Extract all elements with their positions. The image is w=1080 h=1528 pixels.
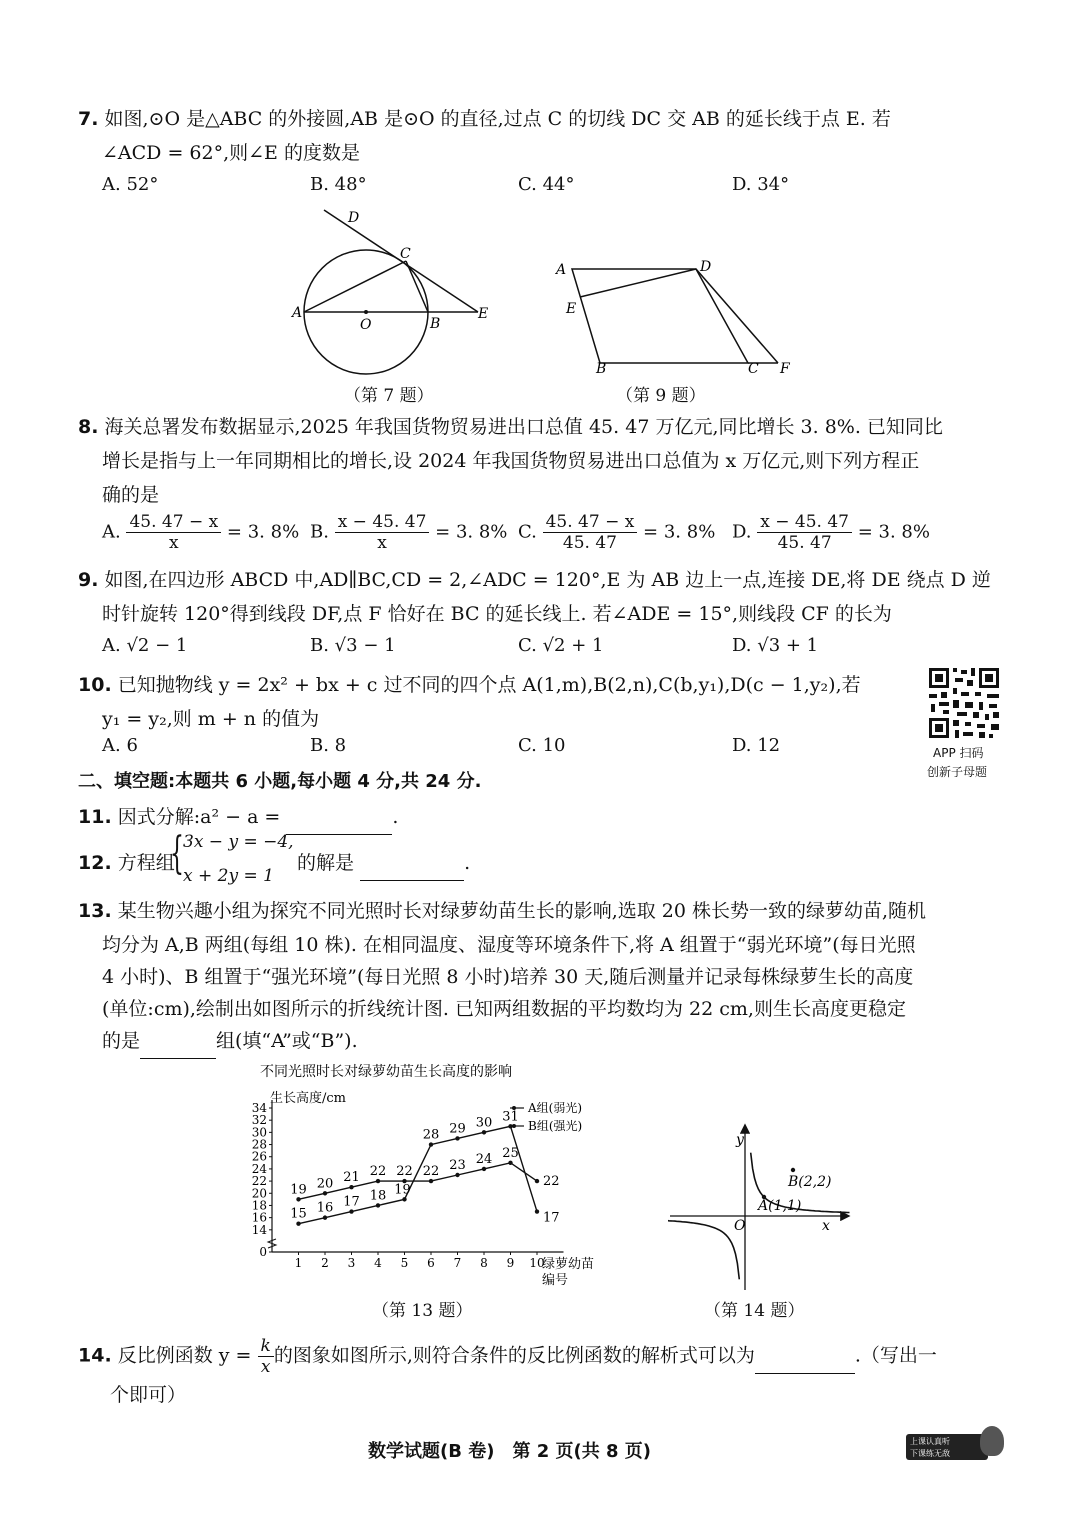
q9-line1 [78,563,991,597]
chart-data-label: 28 [422,1127,440,1143]
q14-fraction-denominator: x [260,1357,271,1377]
q10-option-c: C. 10 [518,735,566,756]
q9-number: 9. [78,569,99,591]
q13-text-3: 4 小时)、B 组置于“强光环境”(每日光照 8 小时)培养 30 天,随后测量并记录每株绿萝生长的高度 [102,966,914,988]
q12-prefix: 方程组 [117,852,175,874]
chart-point-a [296,1197,300,1201]
q11-answer-blank[interactable] [286,800,392,835]
chart-legend-marker [512,1124,516,1128]
chart-data-label: 22 [543,1174,560,1190]
q12-equation-2: x + 2y = 1 [183,866,274,886]
chart-data-label: 19 [290,1182,307,1198]
chart-y-tick-label: 18 [251,1198,267,1213]
q11-text: 因式分解:a² − a = [117,806,281,828]
q12-suffix: 的解是 [297,852,355,874]
fig9-label-f: F [780,361,790,377]
chart-point-a [482,1167,486,1171]
chart-y-tick-label: 22 [251,1174,267,1189]
chart-series-line-a [299,1163,538,1200]
chart-point-a [349,1185,353,1189]
chart-x-tick-label: 2 [321,1256,329,1270]
q13-text-5b: 组(填“A”或“B”). [216,1030,358,1052]
q11 [78,800,398,835]
fig7-label-e: E [478,306,489,322]
q12-brace: { [170,828,184,879]
chart-x-tick-label: 4 [374,1256,382,1270]
chart-data-label: 19 [394,1182,411,1198]
chart-point-b [535,1209,539,1213]
chart-data-label: 17 [343,1194,360,1210]
q8-option-d-fraction [757,512,852,553]
q8-option-b-letter: B. [310,521,329,543]
qr-caption-2: 创新子母题 [927,765,988,779]
q8-option-d-numerator: x − 45. 47 [757,512,852,533]
q8-number: 8. [78,416,99,438]
q8-option-c [518,512,715,553]
chart-y-tick-label: 34 [251,1101,267,1115]
chart-data-label: 20 [316,1176,334,1192]
q12-equation-1: 3x − y = −4, [183,832,294,852]
q7-number: 7. [78,108,99,130]
fig7-label-o: O [360,317,372,333]
fig14-origin-label: O [734,1218,746,1234]
q7-line1 [78,102,891,136]
q8-option-a [102,512,299,553]
chart-y-tick-label: 20 [251,1186,267,1201]
chart-x-label-line1: 绿萝幼苗 [542,1257,595,1272]
chart-x-tick-label: 7 [453,1256,462,1270]
fig9-label-a: A [556,262,567,278]
fig14-x-label: x [822,1218,830,1234]
q10-line1 [78,668,861,702]
q8-option-b-fraction [335,512,430,553]
q12-number: 12. [78,852,112,874]
chart-y-tick-label: 32 [251,1113,267,1128]
chart-y-tick-label: 24 [251,1161,267,1176]
q10-option-b: B. 8 [310,735,347,756]
chart-data-label: 16 [316,1200,334,1216]
q14-answer-blank[interactable] [755,1339,855,1374]
q9-text-2: 时针旋转 120°得到线段 DF,点 F 恰好在 BC 的延长线上. 若∠ADE = 15°,则线段 CF 的长为 [102,603,892,625]
chart-x-tick-label: 3 [347,1256,356,1270]
figure-q9 [548,255,808,377]
q11-end: . [392,806,399,828]
chart-data-label: 24 [475,1151,493,1167]
q10-number: 10. [78,674,112,696]
fig7-label-a: A [292,305,303,321]
chart-legend-label: A组(弱光) [528,1101,583,1115]
q10-text-2: y₁ = y₂,则 m + n 的值为 [102,708,320,730]
fig9-label-d: D [700,259,712,275]
chart-x-tick-label: 8 [480,1256,488,1270]
chart-title: 不同光照时长对绿萝幼苗生长高度的影响 [260,1064,512,1080]
chart-x-tick-label: 1 [294,1256,303,1270]
fig14-y-label: y [736,1132,744,1148]
qr-caption-1: APP 扫码 [933,746,984,760]
chart-data-label: 29 [449,1121,466,1137]
chart-x-tick-label: 6 [427,1256,435,1270]
fig9-label-c: C [748,361,759,377]
q8-option-a-letter: A. [102,521,121,543]
q14-prefix: 反比例函数 y = [117,1344,252,1367]
fig14-point-b: B(2,2) [788,1174,832,1190]
chart-y-tick-label: 16 [251,1210,267,1225]
chart-x-label-line2: 编号 [542,1273,569,1288]
q8-option-a-denominator: x [169,533,179,553]
q9-text-1: 如图,在四边形 ABCD 中,AD∥BC,CD = 2,∠ADC = 120°,E 为 AB 边上一点,连接 DE,将 DE 绕点 D 逆 [104,569,991,591]
q8-option-b [310,512,507,553]
chart-point-a [508,1161,512,1165]
q13-number: 13. [78,900,112,922]
figure-q14 [668,1120,858,1292]
mascot-icon [980,1426,1004,1456]
q8-text-1: 海关总署发布数据显示,2025 年我国货物贸易进出口总值 45. 47 万亿元,同比增长 3. 8%. 已知同比 [104,416,943,438]
q13-line1 [78,894,926,928]
chart-data-label: 31 [502,1109,519,1125]
q7-option-d: D. 34° [732,174,790,195]
brand-badge-line1: 上课认真听 [910,1437,950,1446]
q8-option-c-denominator: 45. 47 [562,533,617,553]
q8-option-d-rhs: = 3. 8% [857,521,930,543]
chart-point-b [402,1197,406,1201]
fig9-label-e: E [566,301,577,317]
chart-data-label: 22 [369,1164,387,1180]
fig7-label-d: D [348,210,360,226]
q9-caption: （第 9 题） [616,386,706,406]
fig14-point-a: A(1,1) [758,1198,802,1214]
q12-end: . [464,852,471,874]
chart-point-b [296,1222,300,1226]
chart-point-a [535,1179,539,1183]
q13-text-5 [102,1024,358,1059]
q8-option-d-letter: D. [732,521,752,543]
q14-fraction [258,1336,274,1377]
q8-option-d-denominator: 45. 47 [777,533,832,553]
chart-point-b [376,1203,380,1207]
q8-text-3: 确的是 [102,484,160,506]
q8-option-a-numerator: 45. 47 − x [126,512,221,533]
chart-data-label: 22 [422,1164,440,1180]
q13-text-2: 均分为 A,B 两组(每组 10 株). 在相同温度、湿度等环境条件下,将 A 组置于“弱光环境”(每日光照 [102,934,916,956]
chart-data-label: 18 [369,1188,387,1204]
fig7-label-b: B [430,316,441,332]
q8-option-c-rhs: = 3. 8% [643,521,716,543]
q9-option-a: A. √2 − 1 [102,635,188,656]
q10-option-d: D. 12 [732,735,781,756]
q7-option-b: B. 48° [310,174,367,195]
q9-option-c: C. √2 + 1 [518,635,604,656]
chart-data-label: 17 [543,1210,560,1226]
q14-end: .（写出一 [854,1344,937,1367]
qr-code-icon[interactable] [927,666,1001,740]
chart-point-b [455,1136,459,1140]
q13-caption: （第 13 题） [372,1301,473,1321]
chart-data-label: 30 [475,1115,493,1131]
q14-text-2: 个即可） [110,1384,187,1406]
chart-axis-break [268,1239,276,1248]
chart-data-label: 23 [449,1158,466,1173]
q14-number: 14. [78,1344,112,1367]
q7-option-a: A. 52° [102,174,159,195]
chart-x-tick-label: 10 [529,1256,545,1270]
brand-badge-line2: 下课练无敌 [910,1449,950,1458]
q8-option-c-numerator: 45. 47 − x [543,512,638,533]
chart-point-a [376,1179,380,1183]
q8-option-b-numerator: x − 45. 47 [335,512,430,533]
chart-point-b [482,1130,486,1134]
section-2-heading: 二、填空题:本题共 6 小题,每小题 4 分,共 24 分. [78,771,482,792]
chart-y-tick-label: 30 [251,1125,267,1140]
q8-option-c-letter: C. [518,521,537,543]
chart-point-b [323,1215,327,1219]
q8-option-b-denominator: x [377,533,387,553]
q14-fraction-numerator: k [258,1336,274,1357]
brand-badge [906,1434,988,1460]
chart-point-a [323,1191,327,1195]
chart-y-tick-label: 28 [251,1137,267,1152]
chart-data-label: 25 [502,1145,519,1161]
chart-legend-label: B组(强光) [528,1119,583,1133]
q12-answer-blank[interactable] [360,846,464,881]
fig9-label-b: B [596,361,607,377]
q8-option-b-rhs: = 3. 8% [435,521,508,543]
q13-text-1: 某生物兴趣小组为探究不同光照时长对绿萝幼苗生长的影响,选取 20 株长势一致的绿萝幼苗,随机 [117,900,927,922]
q14-line1 [78,1336,937,1377]
q8-option-c-fraction [543,512,638,553]
q12-number-wrap [78,846,175,880]
chart-y-tick-label: 0 [259,1245,267,1259]
q13-text-5a: 的是 [102,1030,141,1052]
q8-text-2: 增长是指与上一年同期相比的增长,设 2024 年我国货物贸易进出口总值为 x 万亿元,则下列方程正 [102,450,920,472]
q11-number: 11. [78,806,112,828]
fig7-label-c: C [400,246,411,262]
chart-y-label: 生长高度/cm [270,1091,346,1106]
chart-x-tick-label: 9 [506,1256,515,1270]
page-footer: 数学试题(B 卷) 第 2 页(共 8 页) [368,1441,652,1462]
q10-text-1: 已知抛物线 y = 2x² + bx + c 过不同的四个点 A(1,m),B(2,n),C(b,y₁),D(c − 1,y₂),若 [117,674,861,696]
chart-data-label: 15 [290,1206,307,1222]
q13-text-4: (单位:cm),绘制出如图所示的折线统计图. 已知两组数据的平均数均为 22 cm,则生长高度更稳定 [102,998,906,1020]
q14-caption: （第 14 题） [704,1301,805,1321]
q8-line1 [78,410,943,444]
q7-option-c: C. 44° [518,174,575,195]
chart-point-a [455,1173,459,1177]
q10-option-a: A. 6 [102,735,138,756]
q7-text-2: ∠ACD = 62°,则∠E 的度数是 [102,142,360,164]
figure-q13-line-chart [240,1060,620,1300]
chart-data-label: 22 [396,1164,413,1180]
chart-point-b [349,1209,353,1213]
q9-option-b: B. √3 − 1 [310,635,396,656]
chart-point-b [429,1142,433,1146]
chart-series-line-b [299,1126,538,1223]
chart-y-tick-label: 14 [251,1222,267,1237]
q13-answer-blank[interactable] [140,1024,216,1059]
chart-y-tick-label: 26 [251,1149,267,1164]
q8-option-a-rhs: = 3. 8% [226,521,300,543]
q12-tail [297,846,470,881]
figure-q7 [280,200,510,400]
chart-x-tick-label: 5 [400,1256,409,1270]
q8-option-a-fraction [126,512,221,553]
q8-option-d [732,512,930,553]
q7-text-1: 如图,⊙O 是△ABC 的外接圆,AB 是⊙O 的直径,过点 C 的切线 DC 交 AB 的延长线于点 E. 若 [104,108,891,130]
q9-option-d: D. √3 + 1 [732,635,819,656]
chart-point-a [429,1179,433,1183]
chart-data-label: 21 [343,1170,360,1186]
q14-suffix: 的图象如图所示,则符合条件的反比例函数的解析式可以为 [273,1344,755,1367]
q7-caption: （第 7 题） [344,386,434,406]
